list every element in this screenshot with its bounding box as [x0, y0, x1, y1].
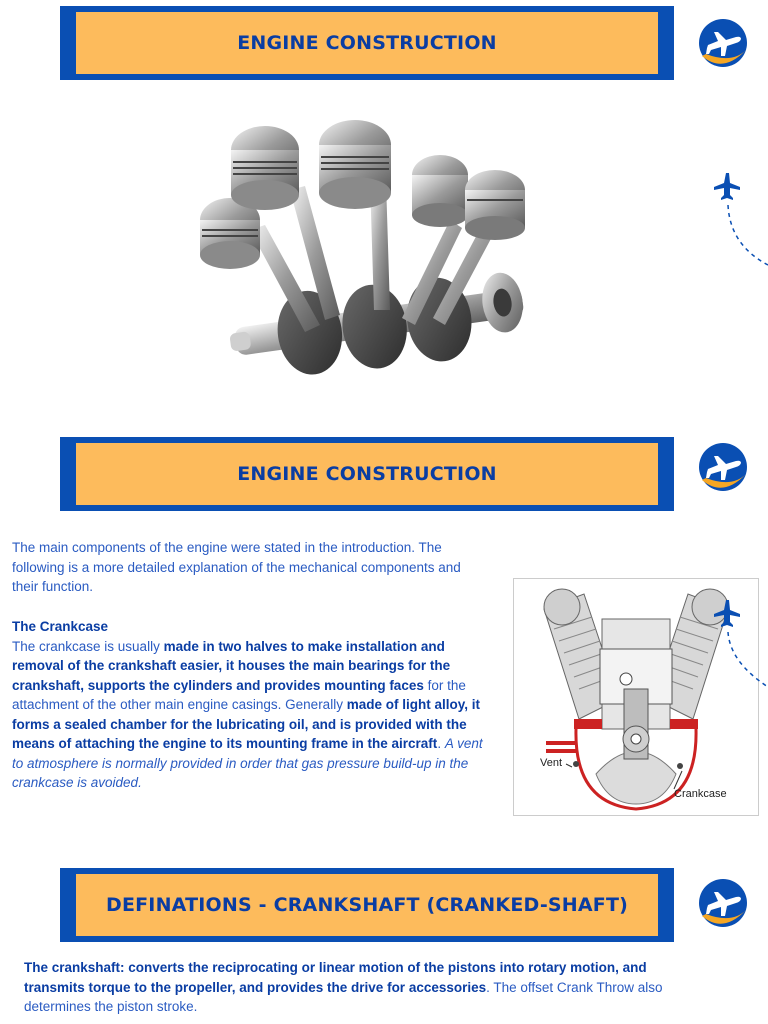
- banner-panel: [76, 443, 658, 505]
- aviation-logo-icon: [692, 872, 754, 934]
- crankcase-label: Crankcase: [674, 788, 727, 800]
- banner-panel: [76, 874, 658, 936]
- banner-title: ENGINE CONSTRUCTION: [237, 32, 497, 54]
- crankshaft-definition: The crankshaft: converts the reciprocating or linear motion of the pistons into rotary motion, and transmits torque to the propeller, and provides the drive for accessories. The offset Crank Throw also determines the piston stroke.: [24, 960, 663, 1014]
- aviation-logo-icon: [692, 12, 754, 74]
- header-banner-2: [60, 437, 674, 511]
- header-banner-3: [60, 868, 674, 942]
- crankcase-heading: The Crankcase: [12, 619, 109, 634]
- vent-label: Vent: [540, 757, 563, 769]
- aviation-logo-icon: [692, 436, 754, 498]
- plane-trail-icon: [700, 592, 768, 692]
- banner-title: ENGINE CONSTRUCTION: [237, 463, 497, 485]
- header-banner-1: [60, 6, 674, 80]
- v-engine-crankshaft-image: [190, 110, 540, 395]
- crankcase-section: The Crankcase The crankcase is usually made in two halves to make installation and removal of the crankshaft easier, it houses the main bearings for the crankshaft, supports the cylinders and provides mounting faces for the attachment of the other main engine casings. Generally made of light alloy, it forms a sealed chamber for the lubricating oil, and is provided with the means of attaching the engine to its mounting frame in the aircraft. A vent to atmosphere is normally provided in order that gas pressure build-up in the crankcase is avoided.: [12, 619, 483, 790]
- banner-title: DEFINATIONS - CRANKSHAFT (CRANKED-SHAFT): [105, 894, 629, 916]
- plane-trail-icon: [700, 165, 768, 275]
- banner-panel: [76, 12, 658, 74]
- intro-paragraph: The main components of the engine were stated in the introduction. The following is a more detailed explanation of the mechanical components and their function.: [12, 540, 461, 594]
